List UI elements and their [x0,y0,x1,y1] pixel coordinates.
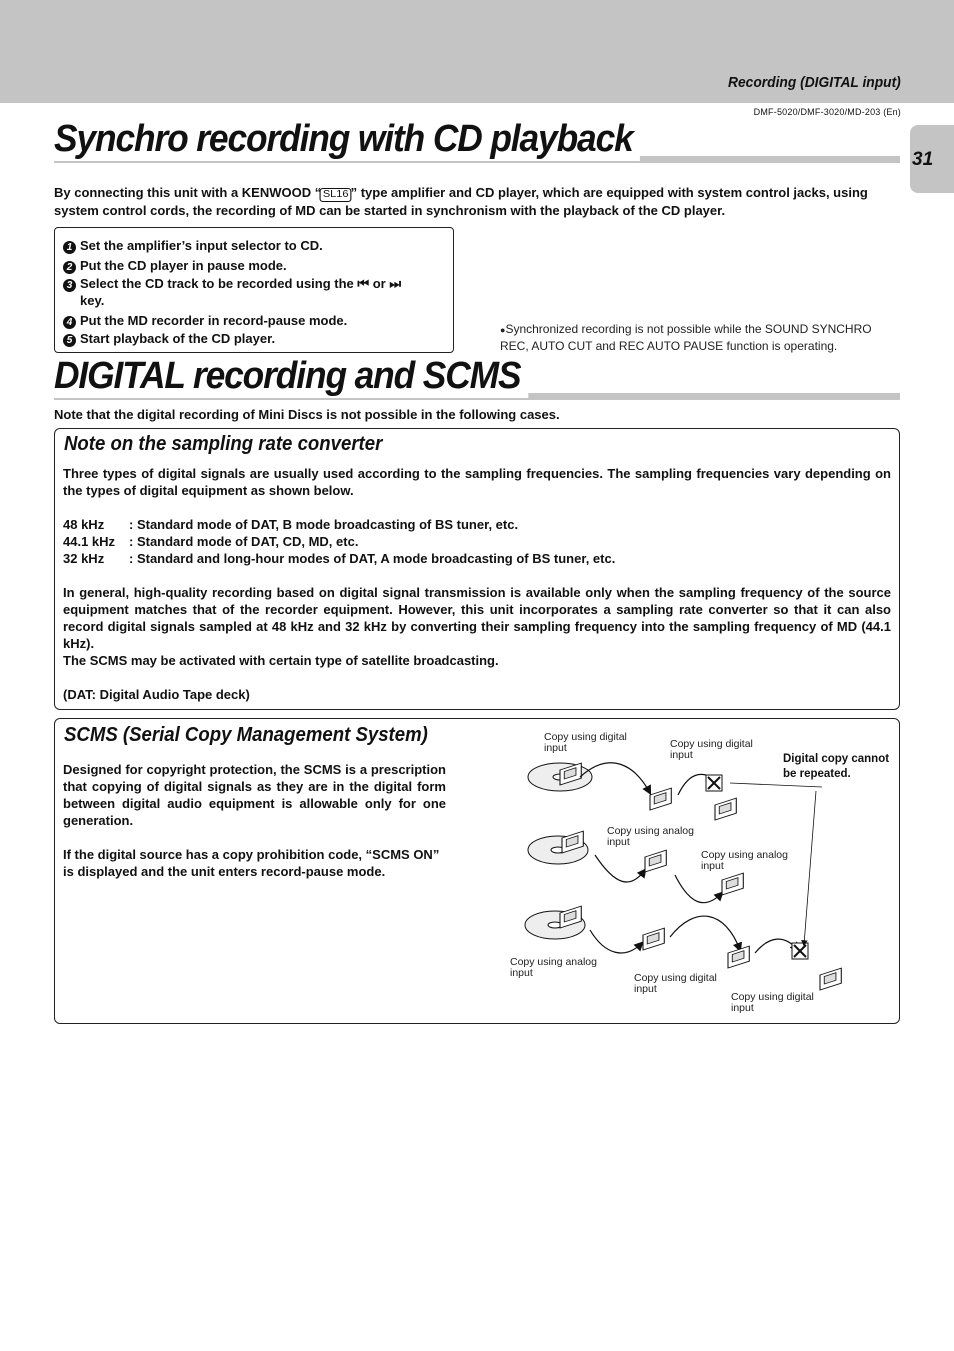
md-icon-2b [645,850,666,872]
step-5: 5 Start playback of the CD player. [63,330,275,347]
step-3-cont: key. [80,293,105,308]
step-4: 4 Put the MD recorder in record-pause mode. [63,312,347,329]
rate-freq-32: 32 kHz [63,551,105,566]
md-icon-3d [820,968,841,990]
bullet-icon: ● [500,325,506,335]
md-icon-2c [722,873,743,895]
rate-freq-48: 48 kHz [63,517,105,532]
scms-title: SCMS (Serial Copy Management System) [64,724,428,746]
sl16-logo: SL16 [320,188,352,202]
md-icon-3b [643,928,664,950]
arrow-2b [675,875,722,903]
digital-intro: Note that the digital recording of Mini Discs is not possible in the following cases. [54,407,560,422]
rate-freq-441: 44.1 kHz [63,534,116,549]
pointer-line-2 [804,791,816,945]
synchro-intro: By connecting this unit with a KENWOOD “ SL16 ” type amplifier and CD player, which are equipped with system control jacks, using system control cords, the recording of MD can be started in synchronism with the playback of the CD player. [54,185,868,218]
pointer-line-1 [730,783,822,787]
label-digital-2: Copy using digital input [670,738,753,761]
page-number: 31 [912,149,934,170]
label-digital-4: Copy using digital input [731,991,814,1014]
section-label: Recording (DIGITAL input) [728,74,901,91]
scms-para1: Designed for copyright protection, the SCMS is a prescription that copying of digital signals as they are in the digital form between digital audio equipment is allowable only for one generation. [63,762,446,828]
synchro-title: Synchro recording with CD playback [54,118,640,161]
converter-box [54,428,900,710]
converter-title: Note on the sampling rate converter [64,433,383,455]
label-analog-2: Copy using analog input [701,849,788,872]
steps-box [54,227,454,353]
converter-para4: (DAT: Digital Audio Tape deck) [63,687,250,702]
digital-title: DIGITAL recording and SCMS [54,355,528,398]
rate-desc-32: : Standard and long-hour modes of DAT, A mode broadcasting of BS tuner, etc. [129,551,616,566]
rate-desc-441: : Standard mode of DAT, CD, MD, etc. [129,534,359,549]
md-icon-1c [715,798,736,820]
page-tab [910,125,954,193]
step-1: 1 Set the amplifier’s input selector to CD. [63,237,323,254]
label-analog-3: Copy using analog input [510,956,597,979]
arrow-2a [595,855,645,882]
md-icon-1b [650,788,671,810]
synchro-note: ●Synchronized recording is not possible while the SOUND SYNCHRO REC, AUTO CUT and REC AUTO PAUSE function is operating. [500,322,872,353]
label-digital-3: Copy using digital input [634,972,717,995]
arrow-3b [670,916,740,950]
scms-para2: If the digital source has a copy prohibition code, “SCMS ON” is displayed and the unit enters record-pause mode. [63,847,440,879]
label-digital-1: Copy using digital input [544,731,627,754]
cross-icon-1 [706,775,722,791]
converter-para2: In general, high-quality recording based on digital signal transmission is available only when the sampling frequency of the source equipment matches that of the recorder equipment. However, this unit incorporates a sampling rate converter so that it can also record digital signals sampled at 48 kHz and 32 kHz by converting their sampling frequency into the sampling frequency of MD (44.1 kHz). [63,585,891,651]
rate-desc-48: : Standard mode of DAT, B mode broadcasting of BS tuner, etc. [129,517,519,532]
arrow-3a [590,930,642,953]
cross-icon-3 [792,943,808,959]
model-number: DMF-5020/DMF-3020/MD-203 (En) [753,107,901,117]
converter-para3: The SCMS may be activated with certain type of satellite broadcasting. [63,653,499,668]
label-analog-1: Copy using analog input [607,825,694,848]
step-2: 2 Put the CD player in pause mode. [63,257,287,274]
md-icon-3c [728,946,749,968]
step-3: 3 Select the CD track to be recorded using the ⏮ or ⏭ [63,275,401,292]
label-cannot-repeat: Digital copy cannot be repeated. [783,753,890,780]
converter-para1: Three types of digital signals are usually used according to the sampling frequencies. The sampling frequencies vary depending on the types of digital equipment as shown below. [63,466,891,498]
